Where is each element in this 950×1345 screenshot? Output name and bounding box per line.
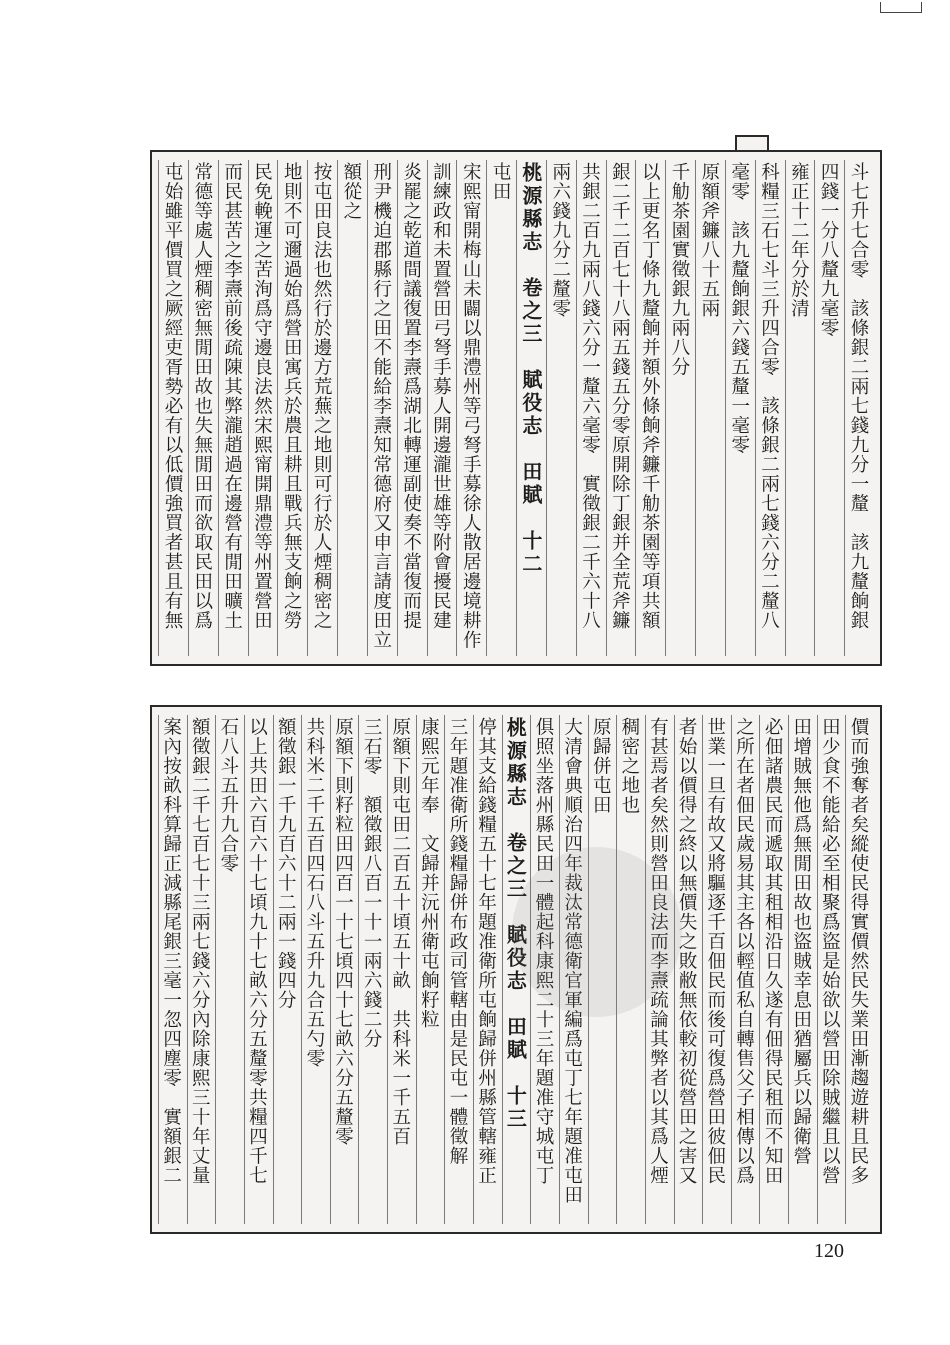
text-column: 共銀二百九兩八錢六分一釐六毫零 實徵銀二千六十八	[576, 160, 606, 656]
text-column: 額徵銀一千九百六十二兩一錢四分	[273, 715, 302, 1224]
text-column: 大清會典順治四年裁汰常德衛官軍編爲屯丁七年題准屯田	[559, 715, 588, 1224]
text-column: 世業一旦有故又將驅逐千百佃民而後可復爲營田彼佃民	[702, 715, 731, 1224]
text-column: 以上共田六百六十七頃九十七畝六分五釐零共糧四千七	[244, 715, 273, 1224]
text-column: 宋熙甯開梅山未闢以鼎澧州等弓弩手募徐人散居邊境耕作	[456, 160, 486, 656]
section-heading: 原歸併屯田	[588, 715, 617, 1224]
text-column: 額徵銀二千七百七十三兩七錢六分內除康熙三十年丈量	[187, 715, 216, 1224]
text-column: 按屯田良法也然行於邊方荒蕪之地則可行於人煙稠密之	[307, 160, 337, 656]
text-column: 千觔茶園實徵銀九兩八分	[665, 160, 695, 656]
text-column: 原額下則籽粒田四百一十七頃四十七畝六分五釐零	[330, 715, 359, 1224]
text-column: 田少食不能給必至相聚爲盜是始欲以營田除賊繼且以營	[817, 715, 846, 1224]
text-column: 四錢一分八釐九毫零	[814, 160, 844, 656]
text-column: 刑尹機迫郡縣行之田不能給李燾知常德府又申言請度田立	[367, 160, 397, 656]
text-column: 必佃諸農民而遞取其租相沿日久遂有佃得民租而不知田	[759, 715, 788, 1224]
text-column: 毫零 該九釐餉銀六錢五釐一毫零	[725, 160, 755, 656]
text-column: 價而強奪者矣縱使民得實價然民失業田漸趨遊耕且民多	[845, 715, 874, 1224]
lower-text-columns	[158, 715, 874, 1224]
text-column: 常德等處人煙稠密無閒田故也失無閒田而欲取民田以爲	[188, 160, 218, 656]
text-column: 民免輓運之苦洵爲守邊良法然宋熙甯開鼎澧等州置營田	[248, 160, 278, 656]
text-column: 三年題准衛所錢糧歸併布政司管轄由是民屯一體徵解	[444, 715, 473, 1224]
text-column: 田增賊無他爲無閒田故也盜賊幸息田猶屬兵以歸衛營	[788, 715, 817, 1224]
text-column: 康熙元年奉 文歸并沅州衛屯餉籽粒	[416, 715, 445, 1224]
text-column: 原額下則屯田二百五十頃五十畝 共科米一千五百	[387, 715, 416, 1224]
text-column: 停其支給錢糧五十七年題准衛所屯餉歸併州縣管轄雍正	[473, 715, 502, 1224]
upper-page	[150, 150, 882, 666]
page-number: 120	[814, 1240, 844, 1262]
text-column: 而民甚苦之李燾前後疏陳其弊瀧趙過在邊營有閒田曠土	[218, 160, 248, 656]
text-column: 科糧三石七斗三升四合零 該條銀二兩七錢六分二釐八	[755, 160, 785, 656]
text-column: 之所在者佃民歲易其主各以輕值私自轉售父子相傳以爲	[731, 715, 760, 1224]
text-column: 案內按畝科算歸正減縣尾銀三毫一忽四塵零 實額銀二	[158, 715, 187, 1224]
text-column: 屯始雖平價買之厥經吏胥勢必有以低價強買者甚且有無	[158, 160, 188, 656]
text-column: 者始以價得之終以無價失之敗敝無依較初從營田之害又	[674, 715, 703, 1224]
text-column: 有甚焉者矣然則營田良法而李燾疏論其弊者以其爲人煙	[645, 715, 674, 1224]
text-column: 雍正十二年分於清	[785, 160, 815, 656]
lower-page	[150, 705, 882, 1234]
top-corner-mark	[880, 2, 922, 13]
text-column: 訓練政和未置營田弓弩手募人開邊瀧世雄等附會擾民建	[427, 160, 457, 656]
text-column: 共科米二千五百四石八斗五升九合五勺零	[301, 715, 330, 1224]
text-column: 原額斧鐮八十五兩	[695, 160, 725, 656]
running-title: 桃源縣志 卷之三 賦役志 田賦 十二	[516, 160, 546, 656]
library-seal-watermark	[512, 847, 682, 1017]
text-column: 三石零 額徵銀八百一十一兩六錢二分	[358, 715, 387, 1224]
section-heading: 屯田	[486, 160, 516, 656]
text-column: 斗七升七合零 該條銀二兩七錢九分一釐 該九釐餉銀	[844, 160, 874, 656]
text-column: 以上更名丁條九釐餉并額外條餉斧鐮千觔茶園等項共額	[635, 160, 665, 656]
text-column: 稠密之地也	[616, 715, 645, 1224]
text-column: 俱照坐落州縣民田一體起科康熙二十三年題准守城屯丁	[530, 715, 559, 1224]
text-column: 額從之	[337, 160, 367, 656]
running-title: 桃源縣志 卷之三 賦役志 田賦 十三	[502, 715, 531, 1224]
text-column: 炎罷之乾道間議復置李燾爲湖北轉運副使奏不當復而提	[397, 160, 427, 656]
upper-text-columns	[158, 160, 874, 656]
text-column: 銀二千二百七十八兩五錢五分零原開除丁銀并全荒斧鐮	[606, 160, 636, 656]
text-column: 兩六錢九分二釐零	[546, 160, 576, 656]
text-column: 地則不可邇過始爲營田寓兵於農且耕且戰兵無支餉之勞	[277, 160, 307, 656]
text-column: 石八斗五升九合零	[215, 715, 244, 1224]
